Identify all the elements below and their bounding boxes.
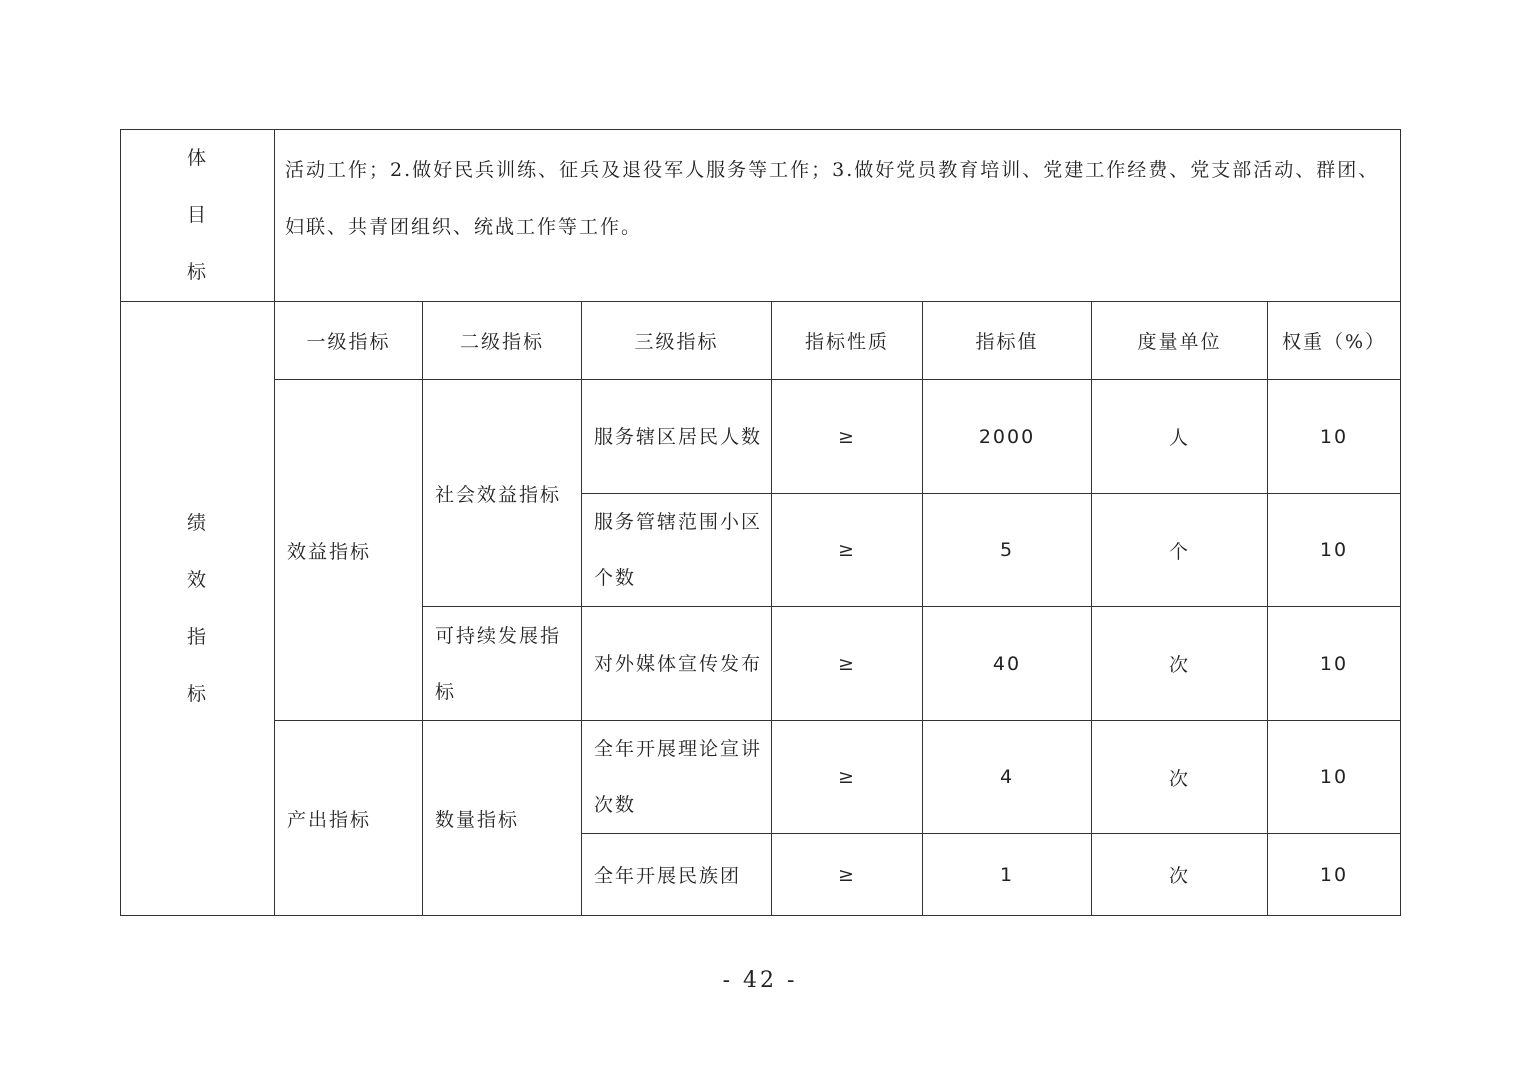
indicator-label-char: 绩 [186,511,208,534]
performance-table [120,129,1401,916]
header-level1: 一级指标 [275,302,423,380]
unit-cell: 个 [1092,494,1268,607]
goal-label-char: 标 [186,261,208,283]
goal-label-char: 体 [186,147,208,169]
indicator-label-char: 效 [186,568,208,591]
header-nature: 指标性质 [772,302,923,380]
weight-cell: 10 [1268,607,1401,721]
level3-cell: 服务管辖范围小区个数 [582,494,772,607]
level3-cell: 全年开展理论宣讲次数 [582,721,772,834]
unit-cell: 人 [1092,380,1268,494]
table-row [121,721,1401,834]
indicator-label-char: 标 [186,682,208,705]
header-row [121,302,1401,380]
value-cell: 1 [923,834,1092,916]
goal-row [121,130,1401,302]
level3-cell: 对外媒体宣传发布 [582,607,772,721]
nature-cell: ≥ [772,607,923,721]
group-social: 社会效益指标 [423,380,582,607]
header-weight: 权重（%） [1268,302,1401,380]
weight-cell: 10 [1268,494,1401,607]
header-level3: 三级指标 [582,302,772,380]
page-number: - 42 - [722,968,798,993]
level3-cell: 全年开展民族团 [582,834,772,916]
goal-label-char: 目 [186,204,208,226]
nature-cell: ≥ [772,494,923,607]
table-row [121,380,1401,494]
group-sustain: 可持续发展指标 [423,607,582,721]
weight-cell: 10 [1268,834,1401,916]
indicator-label-char: 指 [186,625,208,648]
header-unit: 度量单位 [1092,302,1268,380]
indicator-label [121,302,275,916]
value-cell: 4 [923,721,1092,834]
header-value: 指标值 [923,302,1092,380]
unit-cell: 次 [1092,721,1268,834]
goal-text: 活动工作；2.做好民兵训练、征兵及退役军人服务等工作；3.做好党员教育培训、党建工作经费、党支部活动、群团、妇联、共青团组织、统战工作等工作。 [275,130,1401,302]
weight-cell: 10 [1268,380,1401,494]
group-benefit: 效益指标 [275,380,423,721]
value-cell: 5 [923,494,1092,607]
nature-cell: ≥ [772,721,923,834]
value-cell: 40 [923,607,1092,721]
nature-cell: ≥ [772,834,923,916]
unit-cell: 次 [1092,607,1268,721]
nature-cell: ≥ [772,380,923,494]
goal-label [121,130,275,302]
group-quantity: 数量指标 [423,721,582,916]
unit-cell: 次 [1092,834,1268,916]
level3-cell: 服务辖区居民人数 [582,380,772,494]
header-level2: 二级指标 [423,302,582,380]
value-cell: 2000 [923,380,1092,494]
group-output: 产出指标 [275,721,423,916]
weight-cell: 10 [1268,721,1401,834]
